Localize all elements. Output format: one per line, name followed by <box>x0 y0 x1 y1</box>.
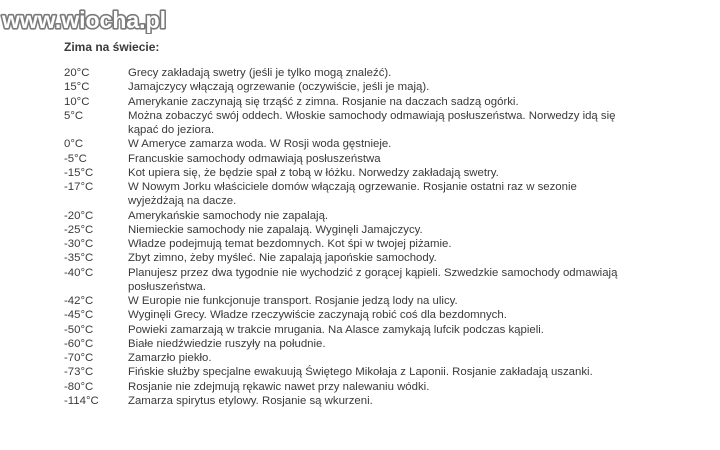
list-item <box>0 80 720 94</box>
temperature-description: Amerykanie zaczynają się trząść z zimna. Rosjanie na daczach sadzą ogórki. <box>128 95 519 108</box>
list-item <box>0 166 720 180</box>
temperature-value: -50°C <box>64 323 94 336</box>
temperature-value: -114°C <box>64 394 99 407</box>
temperature-description: Zamarzło piekło. <box>128 352 212 364</box>
temperature-description: Planujesz przez dwa tygodnie nie wychodzić z gorącej kąpieli. Szwedzkie samochody odmawiają posłuszeństwa. <box>128 266 618 293</box>
temperature-value: -25°C <box>64 223 94 236</box>
temperature-value: 15°C <box>64 81 90 94</box>
site-watermark <box>0 6 190 34</box>
temperature-value: -42°C <box>64 295 94 307</box>
temperature-description: Grecy zakładają swetry (jeśli je tylko mogą znaleźć). <box>128 67 392 79</box>
temperature-description: Powieki zamarzają w trakcie mrugania. Na Alasce zamykają lufcik podczas kąpieli. <box>128 323 544 336</box>
temperature-description: Rosjanie nie zdejmują rękawic nawet przy nalewaniu wódki. <box>128 380 430 393</box>
temperature-value: 0°C <box>64 138 84 151</box>
list-item <box>0 294 720 308</box>
temperature-description: Jamajczycy włączają ogrzewanie (oczywiście, jeśli je mają). <box>128 81 430 94</box>
watermark-logo <box>0 6 190 34</box>
temperature-list <box>0 66 720 408</box>
list-item <box>0 337 720 351</box>
temperature-value: -70°C <box>64 352 94 364</box>
temperature-value: -35°C <box>64 252 94 265</box>
temperature-value: -17°C <box>64 181 94 193</box>
temperature-description: W Nowym Jorku właściciele domów włączają ogrzewanie. Rosjanie ostatni raz w sezonie wyjeżdżają na dacze. <box>128 181 577 208</box>
temperature-description: Zbyt zimno, żeby myśleć. Nie zapalają japońskie samochody. <box>128 252 437 265</box>
temperature-description: Kot upiera się, że będzie spał z tobą w łóżku. Norwedzy zakładają swetry. <box>128 166 499 179</box>
temperature-value: 10°C <box>64 95 90 108</box>
list-item <box>0 152 720 166</box>
temperature-value: -30°C <box>64 238 94 250</box>
list-item <box>0 66 720 80</box>
list-item <box>0 209 720 223</box>
temperature-value: 20°C <box>64 67 90 79</box>
list-item <box>0 365 720 379</box>
temperature-description: Można zobaczyć swój oddech. Włoskie samochody odmawiają posłuszeństwa. Norwedzy idą się kąpać do jeziora. <box>128 109 616 136</box>
list-item <box>0 95 720 109</box>
temperature-value: -40°C <box>64 266 94 279</box>
temperature-description: Fińskie służby specjalne ewakuują Świętego Mikołaja z Laponii. Rosjanie zakładają uszanki. <box>128 366 593 379</box>
list-item <box>0 237 720 251</box>
page-title: Zima na świecie: <box>64 40 160 54</box>
list-item <box>0 308 720 322</box>
list-item <box>0 323 720 337</box>
temperature-description: Zamarza spirytus etylowy. Rosjanie są wkurzeni. <box>128 394 373 407</box>
temperature-description: Białe niedźwiedzie ruszyły na południe. <box>128 337 326 350</box>
list-item <box>0 380 720 394</box>
list-item <box>0 137 720 151</box>
list-item <box>0 351 720 365</box>
temperature-value: -20°C <box>64 209 94 222</box>
watermark-text: www.wiocha.pl <box>2 7 166 33</box>
list-item <box>0 394 720 408</box>
temperature-description: Francuskie samochody odmawiają posłuszeństwa <box>128 152 381 165</box>
list-item <box>0 223 720 237</box>
list-item <box>0 266 720 295</box>
temperature-value: -5°C <box>64 152 87 165</box>
temperature-description: Amerykańskie samochody nie zapalają. <box>128 209 329 222</box>
temperature-value: -80°C <box>64 380 94 393</box>
temperature-description: Władze podejmują temat bezdomnych. Kot śpi w twojej piżamie. <box>128 238 452 250</box>
temperature-description: Wyginęli Grecy. Władze rzeczywiście zaczynają robić coś dla bezdomnych. <box>128 309 507 322</box>
temperature-value: -60°C <box>64 337 94 350</box>
list-item <box>0 180 720 209</box>
temperature-value: -15°C <box>64 166 94 179</box>
temperature-description: W Europie nie funkcjonuje transport. Rosjanie jedzą lody na ulicy. <box>128 295 458 307</box>
temperature-value: -45°C <box>64 309 94 322</box>
temperature-value: -73°C <box>64 366 94 379</box>
list-item <box>0 251 720 265</box>
list-item <box>0 109 720 138</box>
temperature-description: Niemieckie samochody nie zapalają. Wyginęli Jamajczycy. <box>128 223 423 236</box>
temperature-description: W Ameryce zamarza woda. W Rosji woda gęstnieje. <box>128 138 392 151</box>
temperature-value: 5°C <box>64 109 84 122</box>
